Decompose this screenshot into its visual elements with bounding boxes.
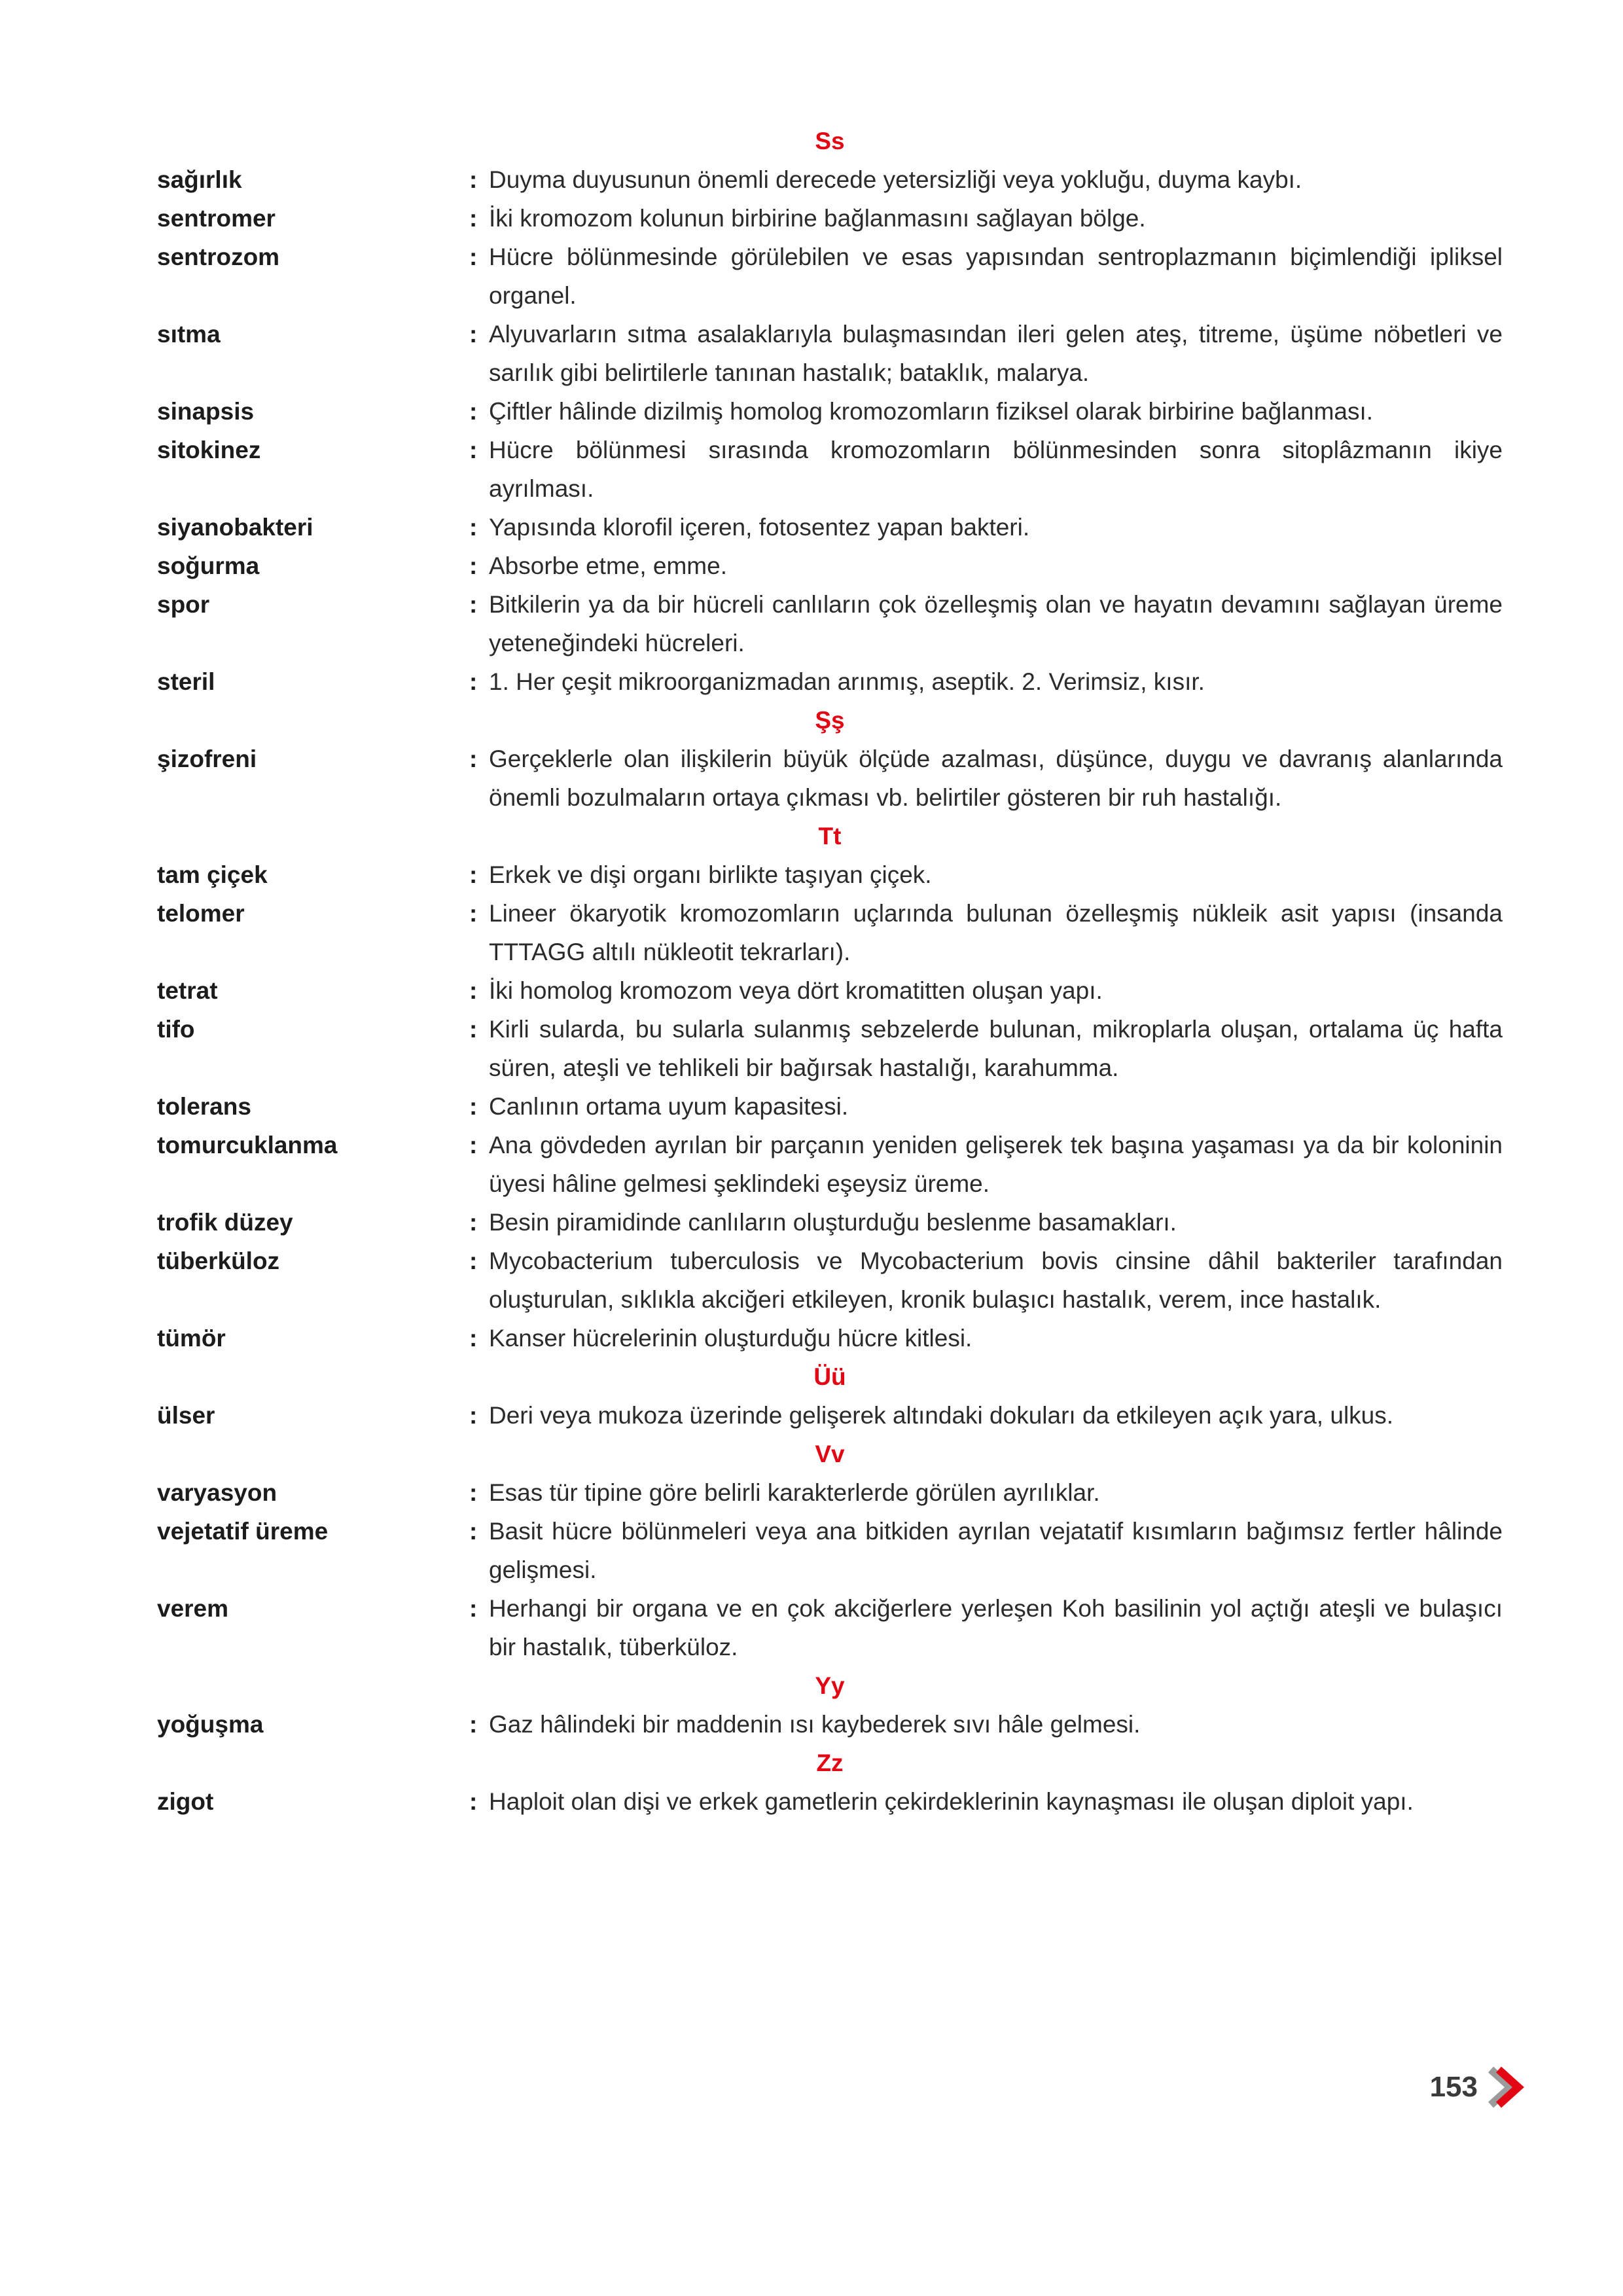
glossary-entry — [157, 971, 1503, 1010]
definition-text: Kirli sularda, bu sularla sulanmış sebzelerde bulunan, mikroplarla oluşan, ortalama üç hafta süren, ateşli ve tehlikeli bir bağırsak hastalığı, karahumma. — [489, 1016, 1503, 1081]
entry-definition — [469, 855, 1503, 894]
definition-text: Gaz hâlindeki bir maddenin ısı kaybederek sıvı hâle gelmesi. — [489, 1711, 1141, 1738]
glossary-entry — [157, 1126, 1503, 1203]
entry-definition — [469, 547, 1503, 585]
page-footer — [1430, 2062, 1525, 2113]
entry-definition — [469, 1512, 1503, 1589]
entry-definition — [469, 1126, 1503, 1203]
entry-term: tolerans — [157, 1093, 251, 1120]
entry-term: soğurma — [157, 552, 260, 579]
glossary-section — [157, 1666, 1503, 1744]
glossary-entry — [157, 1589, 1503, 1666]
entry-definition — [469, 1087, 1503, 1126]
section-letter: Tt — [818, 823, 842, 850]
definition-colon: : — [469, 861, 478, 888]
entry-term: zigot — [157, 1788, 214, 1815]
chevron-icon — [1484, 2062, 1525, 2113]
glossary-entry — [157, 585, 1503, 662]
definition-colon: : — [469, 1132, 478, 1158]
entry-definition — [469, 1705, 1503, 1744]
section-entries — [157, 1473, 1503, 1666]
glossary-entry — [157, 1782, 1503, 1821]
definition-colon: : — [469, 745, 478, 772]
entry-definition — [469, 1242, 1503, 1319]
entry-term: ülser — [157, 1402, 215, 1429]
definition-text: Gerçeklerle olan ilişkilerin büyük ölçüde azalması, düşünce, duygu ve davranış alanlarında önemli bozulmaların ortaya çıkması vb. belirtiler gösteren bir ruh hastalığı. — [489, 745, 1503, 811]
definition-text: Haploit olan dişi ve erkek gametlerin çekirdeklerinin kaynaşması ile oluşan diploit yapı. — [489, 1788, 1414, 1815]
definition-colon: : — [469, 591, 478, 618]
glossary-entry — [157, 740, 1503, 817]
entry-term: sentrozom — [157, 243, 280, 270]
definition-text: Yapısında klorofil içeren, fotosentez yapan bakteri. — [489, 514, 1030, 541]
definition-colon: : — [469, 552, 478, 579]
definition-text: Bitkilerin ya da bir hücreli canlıların çok özelleşmiş olan ve hayatın devamını sağlayan üreme yeteneğindeki hücreleri. — [489, 591, 1503, 656]
definition-colon: : — [469, 437, 478, 463]
entry-term: tam çiçek — [157, 861, 268, 888]
definition-colon: : — [469, 514, 478, 541]
entry-term: tomurcuklanma — [157, 1132, 338, 1158]
entry-term: telomer — [157, 900, 245, 927]
glossary-section — [157, 701, 1503, 817]
glossary-entry — [157, 238, 1503, 315]
section-entries — [157, 1705, 1503, 1744]
definition-text: Alyuvarların sıtma asalaklarıyla bulaşmasından ileri gelen ateş, titreme, üşüme nöbetleri ve sarılık gibi belirtilerle tanınan hastalık; bataklık, malarya. — [489, 321, 1503, 386]
definition-text: Deri veya mukoza üzerinde gelişerek altındaki dokuları da etkileyen açık yara, ulkus. — [489, 1402, 1394, 1429]
definition-text: Herhangi bir organa ve en çok akciğerlere yerleşen Koh basilinin yol açtığı ateşli ve bulaşıcı bir hastalık, tüberküloz. — [489, 1595, 1503, 1660]
glossary-entry — [157, 855, 1503, 894]
definition-colon: : — [469, 398, 478, 425]
entry-definition — [469, 392, 1503, 431]
glossary-entry — [157, 1203, 1503, 1242]
entry-definition — [469, 971, 1503, 1010]
section-entries — [157, 1782, 1503, 1821]
definition-text: İki kromozom kolunun birbirine bağlanmasını sağlayan bölge. — [489, 205, 1146, 232]
definition-colon: : — [469, 243, 478, 270]
definition-colon: : — [469, 1209, 478, 1236]
glossary-entry — [157, 508, 1503, 547]
section-letter: Zz — [816, 1749, 844, 1776]
entry-term: tetrat — [157, 977, 218, 1004]
glossary-entry — [157, 392, 1503, 431]
definition-text: Hücre bölünmesi sırasında kromozomların bölünmesinden sonra sitoplâzmanın ikiye ayrılması. — [489, 437, 1503, 502]
definition-colon: : — [469, 977, 478, 1004]
section-letter: Üü — [813, 1363, 846, 1390]
glossary-entry — [157, 1242, 1503, 1319]
page-number: 153 — [1429, 2071, 1478, 2103]
section-letter: Şş — [815, 707, 845, 734]
glossary-section — [157, 1744, 1503, 1821]
section-letter: Ss — [815, 128, 845, 154]
definition-text: Duyma duyusunun önemli derecede yetersizliği veya yokluğu, duyma kaybı. — [489, 166, 1302, 193]
entry-term: sağırlık — [157, 166, 242, 193]
glossary-entry — [157, 1705, 1503, 1744]
entry-definition — [469, 508, 1503, 547]
glossary-entry — [157, 160, 1503, 199]
entry-definition — [469, 160, 1503, 199]
glossary-entry — [157, 315, 1503, 392]
glossary-section — [157, 1357, 1503, 1435]
section-letter: Yy — [815, 1672, 845, 1699]
definition-text: Mycobacterium tuberculosis ve Mycobacterium bovis cinsine dâhil bakteriler tarafından oluşturulan, sıklıkla akciğeri etkileyen, kronik bulaşıcı hastalık, verem, ince hastalık. — [489, 1247, 1503, 1313]
definition-text: Hücre bölünmesinde görülebilen ve esas yapısından sentroplazmanın biçimlendiği ipliksel organel. — [489, 243, 1503, 309]
entry-term: tümör — [157, 1325, 226, 1352]
section-letter: Vv — [815, 1441, 845, 1467]
definition-colon: : — [469, 205, 478, 232]
entry-definition — [469, 1782, 1503, 1821]
glossary-content — [157, 122, 1503, 1821]
entry-definition — [469, 1010, 1503, 1087]
glossary-entry — [157, 662, 1503, 701]
entry-definition — [469, 740, 1503, 817]
definition-colon: : — [469, 166, 478, 193]
glossary-entry — [157, 431, 1503, 508]
section-entries — [157, 740, 1503, 817]
entry-definition — [469, 894, 1503, 971]
entry-term: sentromer — [157, 205, 276, 232]
entry-definition — [469, 1589, 1503, 1666]
definition-text: Kanser hücrelerinin oluşturduğu hücre kitlesi. — [489, 1325, 972, 1352]
definition-colon: : — [469, 668, 478, 695]
glossary-entry — [157, 1512, 1503, 1589]
entry-definition — [469, 1319, 1503, 1357]
definition-text: Besin piramidinde canlıların oluşturduğu beslenme basamakları. — [489, 1209, 1177, 1236]
glossary-entry — [157, 1010, 1503, 1087]
definition-text: 1. Her çeşit mikroorganizmadan arınmış, aseptik. 2. Verimsiz, kısır. — [489, 668, 1205, 695]
glossary-entry — [157, 1473, 1503, 1512]
entry-definition — [469, 431, 1503, 508]
entry-term: trofik düzey — [157, 1209, 293, 1236]
definition-text: Erkek ve dişi organı birlikte taşıyan çiçek. — [489, 861, 932, 888]
definition-text: Ana gövdeden ayrılan bir parçanın yeniden gelişerek tek başına yaşaması ya da bir koloninin üyesi hâline gelmesi şeklindeki eşeysiz üreme. — [489, 1132, 1503, 1197]
entry-term: şizofreni — [157, 745, 257, 772]
definition-colon: : — [469, 1325, 478, 1352]
entry-term: yoğuşma — [157, 1711, 264, 1738]
section-entries — [157, 1396, 1503, 1435]
entry-definition — [469, 238, 1503, 315]
glossary-entry — [157, 1396, 1503, 1435]
definition-text: İki homolog kromozom veya dört kromatitten oluşan yapı. — [489, 977, 1103, 1004]
glossary-entry — [157, 199, 1503, 238]
entry-term: tüberküloz — [157, 1247, 280, 1274]
definition-colon: : — [469, 321, 478, 348]
definition-colon: : — [469, 1093, 478, 1120]
glossary-entry — [157, 1087, 1503, 1126]
definition-colon: : — [469, 1479, 478, 1506]
entry-definition — [469, 1203, 1503, 1242]
definition-colon: : — [469, 900, 478, 927]
definition-text: Çiftler hâlinde dizilmiş homolog kromozomların fiziksel olarak birbirine bağlanması. — [489, 398, 1374, 425]
entry-term: sıtma — [157, 321, 221, 348]
entry-definition — [469, 315, 1503, 392]
glossary-section — [157, 817, 1503, 1357]
glossary-section — [157, 1435, 1503, 1666]
entry-term: sitokinez — [157, 437, 261, 463]
definition-colon: : — [469, 1402, 478, 1429]
entry-term: vejetatif üreme — [157, 1518, 329, 1545]
glossary-section — [157, 122, 1503, 701]
definition-colon: : — [469, 1518, 478, 1545]
definition-colon: : — [469, 1247, 478, 1274]
entry-definition — [469, 585, 1503, 662]
entry-term: varyasyon — [157, 1479, 277, 1506]
definition-text: Basit hücre bölünmeleri veya ana bitkiden ayrılan vejatatif kısımların bağımsız fertler hâlinde gelişmesi. — [489, 1518, 1503, 1583]
definition-text: Esas tür tipine göre belirli karakterlerde görülen ayrılıklar. — [489, 1479, 1100, 1506]
glossary-entry — [157, 894, 1503, 971]
entry-term: steril — [157, 668, 215, 695]
definition-colon: : — [469, 1788, 478, 1815]
entry-term: sinapsis — [157, 398, 255, 425]
section-entries — [157, 160, 1503, 701]
definition-text: Lineer ökaryotik kromozomların uçlarında bulunan özelleşmiş nükleik asit yapısı (insanda TTTAGG altılı nükleotit tekrarları). — [489, 900, 1503, 965]
entry-definition — [469, 199, 1503, 238]
entry-definition — [469, 1396, 1503, 1435]
entry-definition — [469, 1473, 1503, 1512]
entry-definition — [469, 662, 1503, 701]
glossary-entry — [157, 1319, 1503, 1357]
definition-text: Canlının ortama uyum kapasitesi. — [489, 1093, 849, 1120]
entry-term: verem — [157, 1595, 229, 1622]
glossary-entry — [157, 547, 1503, 585]
definition-colon: : — [469, 1595, 478, 1622]
entry-term: tifo — [157, 1016, 195, 1043]
definition-colon: : — [469, 1016, 478, 1043]
section-entries — [157, 855, 1503, 1357]
entry-term: spor — [157, 591, 210, 618]
definition-colon: : — [469, 1711, 478, 1738]
entry-term: siyanobakteri — [157, 514, 313, 541]
definition-text: Absorbe etme, emme. — [489, 552, 727, 579]
